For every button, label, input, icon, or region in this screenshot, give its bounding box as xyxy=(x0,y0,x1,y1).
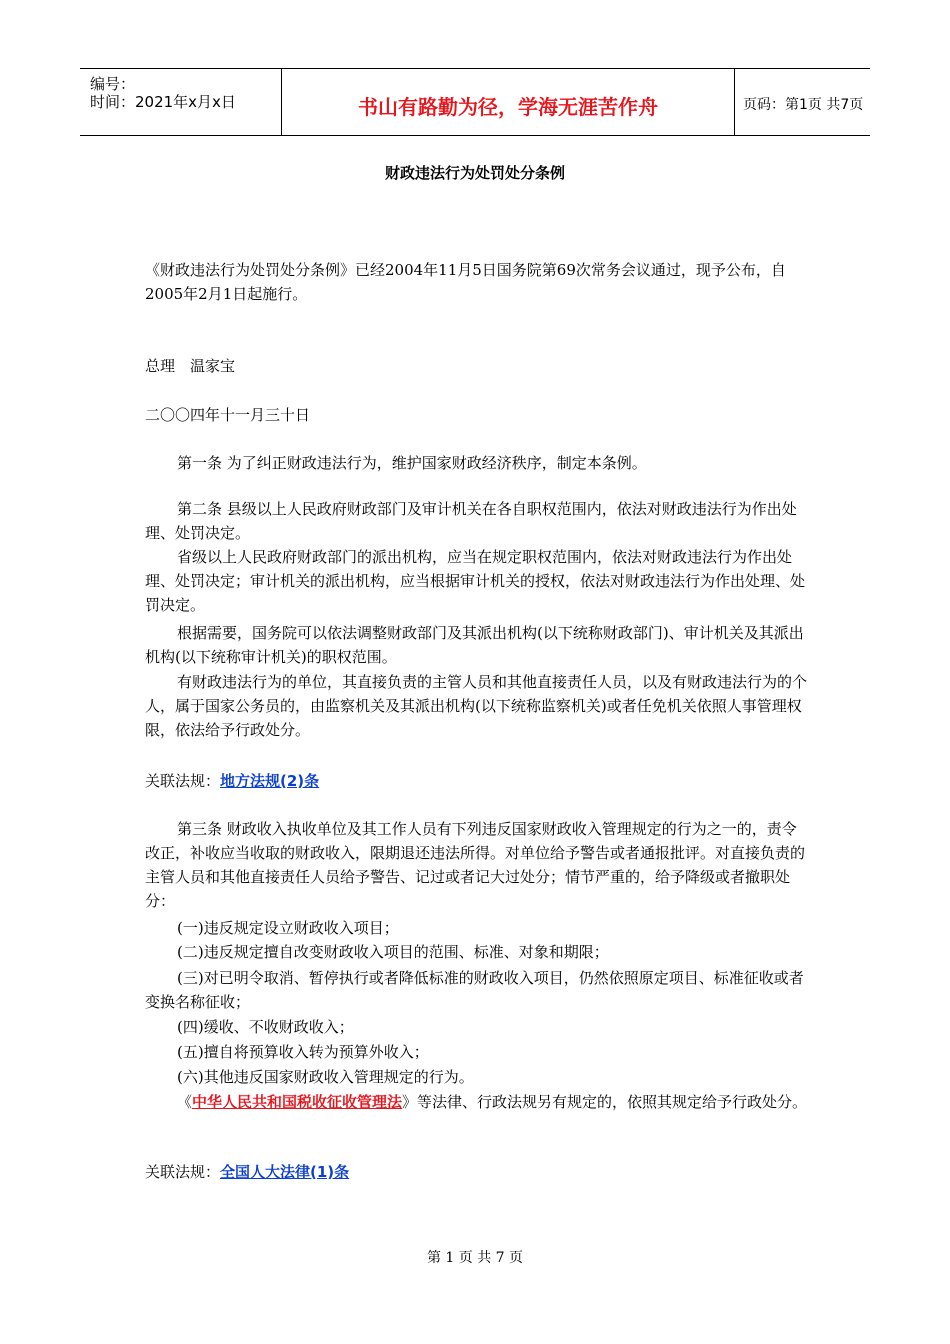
article-2-para-4: 有财政违法行为的单位，其直接负责的主管人员和其他直接责任人员，以及有财政违法行为的个人，属于国家公务员的，由监察机关及其派出机构(以下统称监察机关)或者任免机关依照人事管理权限，依法给予行政处分。 xyxy=(145,673,808,739)
closing-text: 》等法律、行政法规另有规定的，依照其规定给予行政处分。 xyxy=(402,1093,808,1111)
decree-date: 二〇〇四年十一月三十日 xyxy=(145,406,311,424)
header-page-cell xyxy=(735,69,870,135)
signatory: 总理 温家宝 xyxy=(145,357,236,375)
document-title: 财政违法行为处罚处分条例 xyxy=(384,164,565,182)
article-3-item-2: (二)违反规定擅自改变财政收入项目的范围、标准、对象和期限； xyxy=(177,943,609,961)
article-3-para-1: 第三条 财政收入执收单位及其工作人员有下列违反国家财政收入管理规定的行为之一的，责令改正，补收应当收取的财政收入，限期退还违法所得。对单位给予警告或者通报批评。对直接负责的主管人员和其他直接责任人员给予警告、记过或者记大过处分；情节严重的，给予降级或者撤职处分： xyxy=(145,820,806,910)
related-laws-label: 关联法规： xyxy=(145,1163,221,1181)
header-left-cell xyxy=(80,69,282,135)
related-law-link-national[interactable]: 全国人大法律(1)条 xyxy=(220,1163,350,1181)
article-3-item-5: (五)擅自将预算收入转为预算外收入； xyxy=(177,1043,429,1061)
article-2-para-3: 根据需要，国务院可以依法调整财政部门及其派出机构(以下统称财政部门)、审计机关及其派出机构(以下统称审计机关)的职权范围。 xyxy=(145,624,804,666)
article-3-closing xyxy=(145,1090,810,1114)
page-footer: 第 1 页 共 7 页 xyxy=(426,1250,524,1266)
related-laws-1 xyxy=(145,769,810,793)
header-motto: 书山有路勤为径，学海无涯苦作舟 xyxy=(358,95,658,119)
header-page-info: 页码：第1页 共7页 xyxy=(743,97,864,113)
article-2-para-1: 第二条 县级以上人民政府财政部门及审计机关在各自职权范围内，依法对财政违法行为作出处理、处罚决定。 xyxy=(145,500,797,542)
header-motto-cell xyxy=(282,69,735,135)
article-1: 第一条 为了纠正财政违法行为，维护国家财政经济秩序，制定本条例。 xyxy=(177,454,647,472)
article-3-item-3: (三)对已明令取消、暂停执行或者降低标准的财政收入项目，仍然依照原定项目、标准征收或者变换名称征收； xyxy=(145,969,804,1011)
page-header xyxy=(80,68,870,136)
related-laws-2 xyxy=(145,1160,810,1184)
intro-paragraph: 《财政违法行为处罚处分条例》已经2004年11月5日国务院第69次常务会议通过，现予公布，自2005年2月1日起施行。 xyxy=(145,261,786,303)
header-date-label: 时间：2021年x月x日 xyxy=(90,93,236,111)
article-3-item-6: (六)其他违反国家财政收入管理规定的行为。 xyxy=(177,1068,474,1086)
tax-law-link[interactable]: 中华人民共和国税收征收管理法 xyxy=(192,1093,403,1111)
article-3-item-4: (四)缓收、不收财政收入； xyxy=(177,1018,354,1036)
related-law-link-local[interactable]: 地方法规(2)条 xyxy=(220,772,320,790)
article-2-para-2: 省级以上人民政府财政部门的派出机构，应当在规定职权范围内，依法对财政违法行为作出处理、处罚决定；审计机关的派出机构，应当根据审计机关的授权，依法对财政违法行为作出处理、处罚决定。 xyxy=(145,548,806,614)
related-laws-label: 关联法规： xyxy=(145,772,221,790)
header-code-label: 编号： xyxy=(90,75,136,93)
article-3-item-1: (一)违反规定设立财政收入项目； xyxy=(177,919,399,937)
closing-open-quote: 《 xyxy=(177,1093,193,1111)
